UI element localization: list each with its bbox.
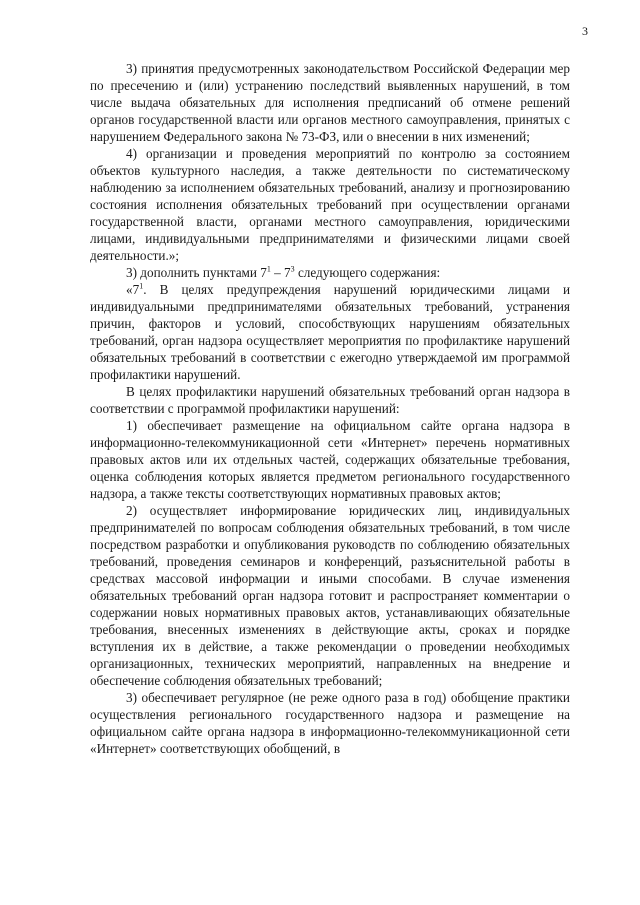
superscript-3: 3	[290, 264, 295, 274]
superscript-1: 1	[266, 264, 271, 274]
paragraph-subitem-3: 3) обеспечивает регулярное (не реже одного раза в год) обобщение практики осуществления регионального государственного надзора и размещение на официальном сайте органа надзора в информационно-телекоммуникационной сети «Интернет» соответствующих обобщений, в	[90, 690, 570, 756]
paragraph-amend-3	[90, 264, 570, 281]
paragraph-prevention-intro: В целях профилактики нарушений обязательных требований орган надзора в соответствии с программой профилактики нарушений:	[90, 384, 570, 416]
paragraph-7-1-number: «7	[126, 282, 140, 297]
paragraph-amend-3-text: 3) дополнить пунктами 7	[126, 265, 267, 280]
document-body	[90, 60, 570, 757]
page-number: 3	[582, 24, 588, 38]
paragraph-subitem-1: 1) обеспечивает размещение на официальном сайте органа надзора в информационно-телекоммуникационной сети «Интернет» перечень нормативных правовых актов или их отдельных частей, содержащих обязательные требования, оценка соблюдения которых является предметом регионального государственного надзора, а также тексты соответствующих нормативных правовых актов;	[90, 418, 570, 501]
superscript-7-1: 1	[139, 281, 144, 291]
paragraph-7-1-text: . В целях предупреждения нарушений юридическими лицами и индивидуальными предпринимателями обязательных требований, устранения причин, факторов и условий, способствующих нарушениям обязательных требований, орган надзора осуществляет мероприятия по профилактике нарушений обязательных требований в соответствии с ежегодно утверждаемой им программой профилактики нарушений.	[90, 282, 570, 382]
paragraph-amend-3-dash: – 7	[270, 265, 291, 280]
paragraph-7-1	[90, 281, 570, 383]
paragraph-item-4: 4) организации и проведения мероприятий по контролю за состоянием объектов культурного наследия, а также деятельности по систематическому наблюдению за исполнением обязательных требований, анализу и прогнозированию состояния исполнения обязательных требований при осуществлении органами государственной власти, органами местного самоуправления, юридическими лицами, индивидуальными предпринимателями и физическими лицами своей деятельности.»;	[90, 146, 570, 263]
paragraph-amend-3-tail: следующего содержания:	[294, 265, 441, 280]
paragraph-subitem-2: 2) осуществляет информирование юридических лиц, индивидуальных предпринимателей по вопросам соблюдения обязательных требований, в том числе посредством разработки и опубликования руководств по соблюдению обязательных требований, проведения семинаров и конференций, разъяснительной работы в средствах массовой информации и иными способами. В случае изменения обязательных требований орган надзора готовит и распространяет комментарии о содержании новых нормативных правовых актов, устанавливающих обязательные требования, внесенных изменениях в действующие акты, сроках и порядке вступления их в действие, а также рекомендации о проведении необходимых организационных, технических мероприятий, направленных на внедрение и обеспечение соблюдения обязательных требований;	[90, 503, 570, 688]
paragraph-item-3: 3) принятия предусмотренных законодательством Российской Федерации мер по пресечению и (или) устранению последствий выявленных нарушений, в том числе выдача обязательных для исполнения предписаний об отмене решений органов государственной власти или органов местного самоуправления, принятых с нарушением Федерального закона № 73-ФЗ, или о внесении в них изменений;	[90, 61, 570, 144]
